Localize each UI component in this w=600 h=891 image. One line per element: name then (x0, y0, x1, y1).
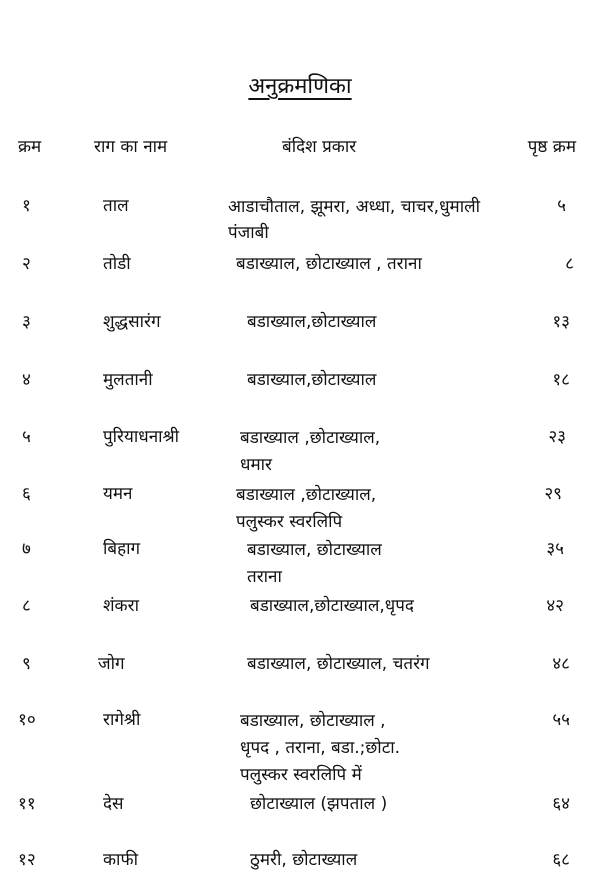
row-type: आडाचौताल, झूमरा, अध्धा, चाचर,धुमाली पंजाबी (228, 197, 481, 243)
row-serial: ८ (22, 596, 31, 616)
row-raag: यमन (103, 484, 133, 504)
row-serial: ११ (18, 794, 36, 814)
row-page: ६४ (552, 794, 570, 814)
row-raag: काफी (103, 850, 138, 870)
row-page: ३५ (546, 539, 564, 559)
row-serial: ९ (22, 654, 31, 674)
header-bandish-type: बंदिश प्रकार (282, 137, 357, 157)
row-page: २३ (548, 427, 566, 447)
row-serial: ३ (22, 312, 31, 332)
row-serial: ५ (22, 427, 31, 447)
header-page-number: पृष्ठ क्रम (527, 137, 576, 157)
row-type: बडाख्याल ,छोटाख्याल, पलुस्कर स्वरलिपि (236, 485, 377, 532)
row-raag: शुद्धसारंग (103, 312, 161, 332)
row-page: ६८ (552, 850, 570, 870)
row-serial: १२ (18, 850, 36, 870)
row-serial: ४ (22, 370, 31, 390)
row-type: बडाख्याल, छोटाख्याल, चतरंग (247, 654, 430, 674)
row-serial: २ (22, 254, 31, 274)
row-page: २९ (544, 484, 562, 504)
row-serial: ६ (22, 484, 31, 504)
row-raag: बिहाग (103, 539, 141, 559)
row-type: बडाख्याल ,छोटाख्याल, धमार (240, 428, 381, 475)
row-type: छोटाख्याल (झपताल ) (250, 794, 388, 814)
row-raag: देस (103, 794, 124, 814)
row-serial: ७ (22, 539, 31, 559)
page-title: अनुक्रमणिका (248, 74, 352, 99)
row-raag: जोग (98, 654, 125, 674)
row-page: ४८ (552, 654, 570, 674)
row-raag: ताल (103, 196, 129, 216)
row-page: ४२ (546, 596, 564, 616)
header-serial: क्रम (18, 137, 42, 157)
row-page: १३ (552, 312, 570, 332)
row-page: १८ (552, 370, 570, 390)
header-raag-name: राग का नाम (94, 137, 168, 157)
row-type: ठुमरी, छोटाख्याल (250, 850, 358, 870)
row-page: ५ (557, 196, 566, 216)
row-type: बडाख्याल, छोटाख्याल तराना (247, 540, 382, 587)
row-raag: मुलतानी (103, 370, 153, 390)
row-type: बडाख्याल,छोटाख्याल (247, 370, 377, 390)
row-type: बडाख्याल,छोटाख्याल,धृपद (250, 596, 414, 616)
row-type: बडाख्याल, छोटाख्याल , तराना (236, 254, 422, 274)
row-serial: १ (22, 196, 31, 216)
row-raag: रागेश्री (103, 710, 141, 730)
row-type: बडाख्याल, छोटाख्याल , धृपद , तराना, बडा.;छोटा. पलुस्कर स्वरलिपि में (240, 711, 401, 785)
row-raag: पुरियाधनाश्री (103, 427, 180, 447)
row-page: ५५ (552, 710, 570, 730)
row-raag: तोडी (103, 254, 131, 274)
row-page: ८ (565, 254, 574, 274)
row-type: बडाख्याल,छोटाख्याल (247, 312, 377, 332)
row-serial: १० (18, 710, 36, 730)
row-raag: शंकरा (103, 596, 139, 616)
